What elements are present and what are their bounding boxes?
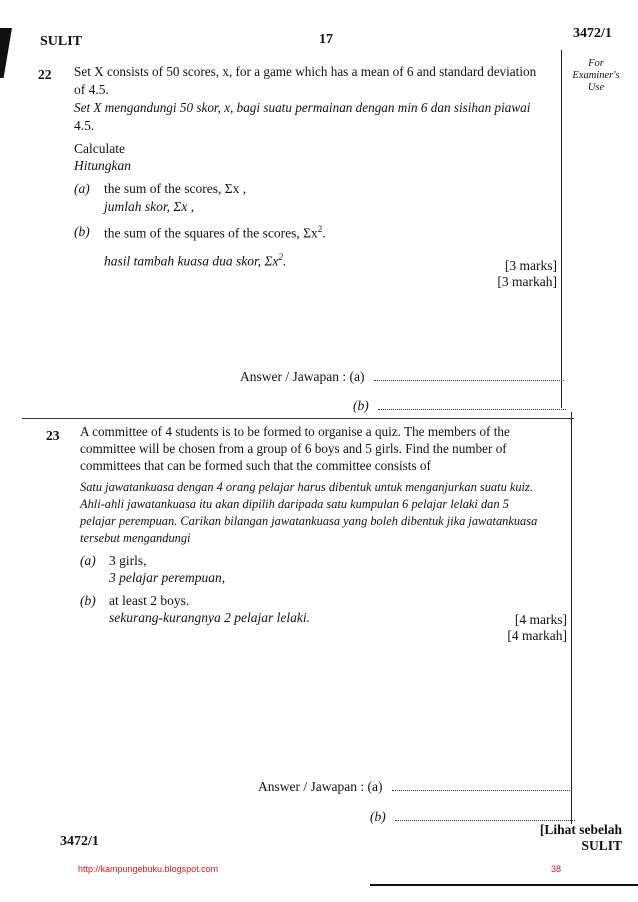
q22-part-a-en: the sum of the scores, Σx , (104, 181, 247, 196)
q23-stem-ms-2: Ahli-ahli jawatankuasa itu akan dipilih daripada satu kumpulan 6 pelajar lelaki dan 5 (80, 497, 509, 511)
q23-answer-a-line[interactable] (392, 789, 572, 791)
q22-part-b-en-sup: 2 (317, 224, 323, 234)
header-page-number: 17 (319, 32, 333, 47)
q23-answer-a (258, 779, 572, 795)
q22-part-b-ms (104, 252, 286, 270)
q22-answer-b-label: (b) (353, 398, 369, 413)
q22-part-b-ms-text: hasil tambah kuasa dua skor, Σx (104, 253, 279, 269)
q23-stem-en-3: committees that can be formed such that the committee consists of (80, 458, 431, 473)
margin-rule-q22 (561, 50, 562, 408)
q23-stem-en-1: A committee of 4 students is to be formed to organise a quiz. The members of the (80, 424, 510, 439)
q22-stem-en-2: of 4.5. (74, 82, 109, 97)
q23-stem-ms-1: Satu jawatankuasa dengan 4 orang pelajar harus dibentuk untuk menganjurkan suatu kuiz. (80, 480, 533, 494)
examiner-note-line-3: Use (587, 82, 605, 93)
q22-answer-b-line[interactable] (378, 408, 566, 410)
q22-hitungkan: Hitungkan (74, 158, 131, 173)
q23-answer-label: Answer / Jawapan : (a) (258, 779, 383, 794)
q22-part-b-en-period: . (322, 225, 326, 241)
q23-part-a-en: 3 girls, (109, 553, 147, 568)
q22-part-a-label: (a) (74, 181, 90, 196)
q22-part-b-label: (b) (74, 224, 90, 239)
q23-part-b-label: (b) (80, 593, 96, 608)
q22-marks-ms: [3 markah] (497, 274, 557, 289)
q22-answer-a-line[interactable] (374, 379, 564, 381)
q23-part-a-ms: 3 pelajar perempuan, (109, 570, 226, 585)
q23-part-b-en: at least 2 boys. (109, 593, 190, 608)
footer-page-number: 38 (551, 864, 562, 874)
examiner-note-line-1: For (588, 58, 604, 69)
q23-stem-en-2: committee will be chosen from a group of 6 boys and 5 girls. Find the number of (80, 441, 507, 456)
q23-answer-b-label: (b) (370, 809, 386, 824)
q22-part-b-ms-sup: 2 (278, 252, 284, 262)
footer-url[interactable]: http://kampungebuku.blogspot.com (78, 864, 219, 874)
header-paper-code: 3472/1 (573, 26, 612, 41)
footer-lihat-sebelah: [Lihat sebelah (539, 822, 622, 837)
header-sulit: SULIT (40, 34, 83, 49)
q23-stem-ms-3: pelajar perempuan. Carikan bilangan jawatankuasa yang boleh dibentuk jika jawatankuasa (80, 514, 538, 528)
q23-number: 23 (46, 428, 60, 443)
q23-answer-b-line[interactable] (395, 819, 575, 821)
q22-answer-label: Answer / Jawapan : (a) (240, 369, 365, 384)
examiner-note (566, 58, 626, 94)
q22-part-b-en (104, 224, 326, 242)
footer-rule (370, 884, 638, 886)
q22-part-b-ms-period: . (283, 253, 287, 269)
q22-part-b-en-text: the sum of the squares of the scores, Σx (104, 225, 318, 241)
q22-stem-ms-1: Set X mengandungi 50 skor, x, bagi suatu permainan dengan min 6 dan sisihan piawai (74, 100, 531, 115)
footer-paper-code: 3472/1 (60, 834, 99, 849)
q23-stem-ms-4: tersebut mengandungi (80, 531, 191, 545)
q22-part-a-ms: jumlah skor, Σx , (104, 199, 195, 214)
q22-calculate: Calculate (74, 141, 125, 156)
q23-part-b-ms: sekurang-kurangnya 2 pelajar lelaki. (109, 610, 310, 625)
q22-number: 22 (38, 67, 52, 82)
q23-marks-en: [4 marks] (514, 612, 567, 627)
scan-mark-left (0, 28, 12, 78)
margin-rule-q23 (571, 412, 572, 824)
q22-stem-ms-2: 4.5. (74, 118, 95, 133)
q23-part-a-label: (a) (80, 553, 96, 568)
q22-answer-a (240, 369, 564, 385)
examiner-note-line-2: Examiner's (572, 70, 620, 81)
question-separator (22, 418, 574, 419)
q23-marks-ms: [4 markah] (507, 628, 567, 643)
footer-sulit: SULIT (581, 838, 622, 853)
q22-marks-en: [3 marks] (504, 258, 557, 273)
q22-answer-b (353, 398, 566, 414)
q22-stem-en-1: Set X consists of 50 scores, x, for a game which has a mean of 6 and standard deviation (74, 64, 537, 79)
